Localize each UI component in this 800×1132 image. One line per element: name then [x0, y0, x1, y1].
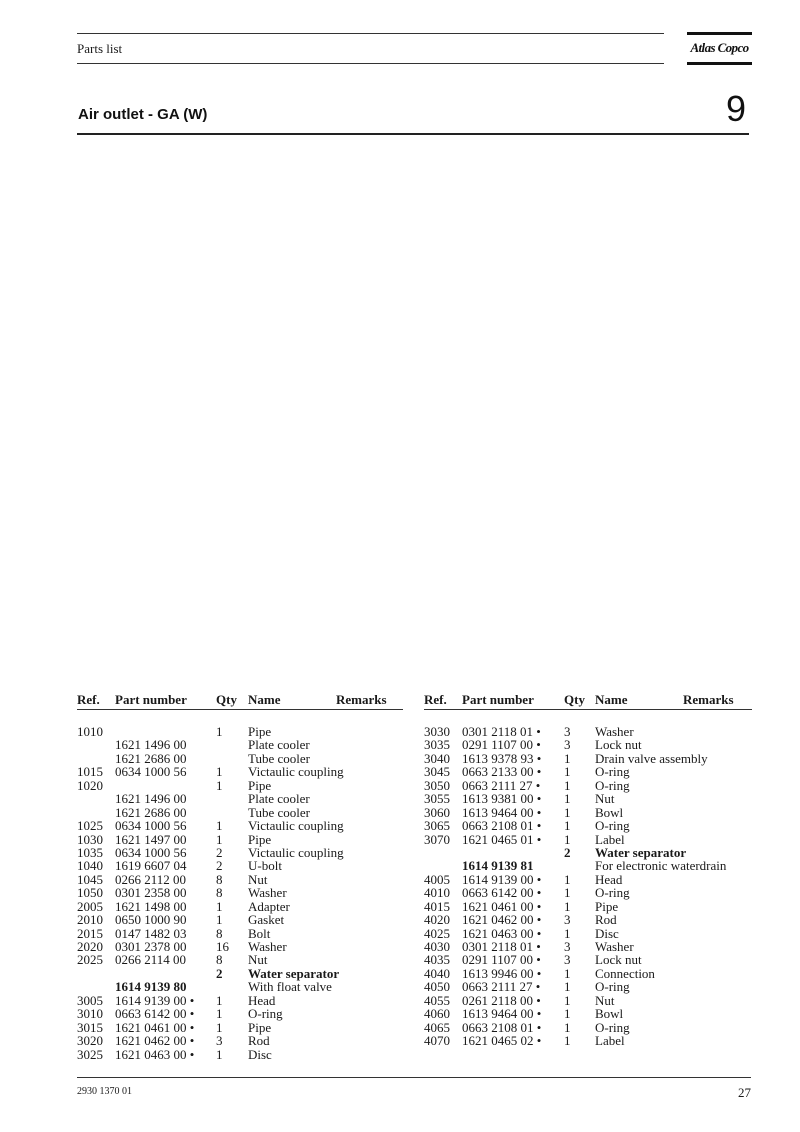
cell-name: Pipe	[248, 724, 272, 739]
cell-part-number: 1613 9381 00 •	[462, 791, 542, 807]
cell-part-number: 0663 2108 01 •	[462, 1019, 542, 1035]
table-row	[77, 846, 403, 859]
cell-name: Plate cooler	[248, 737, 310, 753]
cell-part-number: 0301 2118 01 •	[462, 724, 541, 739]
footer-rule	[77, 1077, 751, 1078]
cell-part-number: 0301 2358 00	[115, 885, 187, 901]
cell-ref: 3005	[77, 992, 103, 1008]
cell-part-number: 0266 2114 00	[115, 952, 187, 968]
cell-name: O-ring	[595, 979, 630, 995]
cell-name: Nut	[595, 992, 615, 1008]
table-row	[424, 833, 752, 846]
col-name-header: Name	[248, 692, 281, 707]
table-row	[424, 819, 752, 832]
cell-name: Tube cooler	[248, 750, 310, 766]
cell-part-number: 1621 1496 00	[115, 737, 187, 753]
cell-part-number: 1614 9139 00 •	[462, 871, 542, 887]
cell-part-number: 1621 2686 00	[115, 750, 187, 766]
cell-name: Nut	[248, 871, 268, 887]
cell-qty: 3	[564, 952, 571, 968]
table-row	[424, 967, 752, 980]
cell-name: Label	[595, 831, 625, 847]
cell-qty: 1	[216, 912, 223, 928]
title-rule	[77, 133, 749, 135]
cell-name: O-ring	[595, 885, 630, 901]
col-part-number-header: Part number	[462, 692, 534, 707]
cell-ref: 4025	[424, 925, 450, 941]
cell-part-number: 0301 2378 00	[115, 939, 187, 954]
cell-qty: 1	[564, 992, 571, 1008]
cell-name: Plate cooler	[248, 791, 310, 807]
parts-table-left	[77, 692, 403, 1061]
cell-ref: 3050	[424, 777, 450, 793]
cell-name: Victaulic coupling	[248, 764, 344, 780]
cell-qty: 2	[564, 844, 571, 860]
cell-qty: 1	[216, 992, 223, 1008]
table-row	[77, 765, 403, 778]
col-qty-header: Qty	[564, 692, 585, 707]
cell-name: Adapter	[248, 898, 290, 914]
cell-ref: 1025	[77, 818, 103, 834]
cell-part-number: 1621 0463 00 •	[462, 925, 542, 941]
cell-name: Pipe	[248, 777, 272, 793]
cell-name: Lock nut	[595, 737, 642, 753]
cell-ref: 1050	[77, 885, 103, 901]
cell-ref: 1045	[77, 871, 103, 887]
cell-qty: 1	[564, 1006, 571, 1022]
table-row	[77, 752, 403, 765]
cell-qty: 1	[564, 818, 571, 834]
cell-qty: 1	[564, 871, 571, 887]
cell-ref: 2010	[77, 912, 103, 928]
cell-name: Rod	[595, 912, 617, 928]
cell-name: Pipe	[248, 831, 272, 847]
table-row	[424, 1034, 752, 1047]
table-row	[424, 806, 752, 819]
table-row	[424, 1007, 752, 1020]
cell-name: Disc	[248, 1046, 272, 1062]
cell-name: Connection	[595, 965, 655, 981]
section-number: 9	[726, 88, 747, 129]
cell-part-number: 1621 2686 00	[115, 804, 187, 820]
cell-qty: 1	[564, 750, 571, 766]
cell-name: Label	[595, 1033, 625, 1049]
cell-part-number: 0261 2118 00 •	[462, 992, 541, 1008]
table-row	[424, 980, 752, 993]
cell-qty: 1	[564, 764, 571, 780]
cell-ref: 4060	[424, 1006, 450, 1022]
table-row	[424, 792, 752, 805]
cell-part-number: 1613 9464 00 •	[462, 1006, 542, 1022]
cell-qty: 8	[216, 871, 223, 887]
table-row	[424, 859, 752, 872]
table-row	[424, 765, 752, 778]
table-row	[77, 859, 403, 872]
cell-ref: 4050	[424, 979, 450, 995]
cell-name: Victaulic coupling	[248, 818, 344, 834]
cell-ref: 4010	[424, 885, 450, 901]
cell-part-number: 0663 6142 00 •	[462, 885, 542, 901]
cell-qty: 1	[216, 764, 223, 780]
table-row	[77, 806, 403, 819]
brand-logo	[687, 32, 752, 65]
cell-ref: 1015	[77, 764, 103, 780]
cell-qty: 8	[216, 925, 223, 941]
page-title: Air outlet - GA (W)	[78, 106, 208, 123]
cell-part-number: 1619 6607 04	[115, 858, 187, 874]
col-ref-header: Ref.	[77, 692, 100, 707]
cell-name: O-ring	[595, 1019, 630, 1035]
table-row	[77, 1034, 403, 1047]
table-row	[77, 819, 403, 832]
cell-ref: 1010	[77, 724, 103, 739]
cell-qty: 1	[216, 898, 223, 914]
cell-name: O-ring	[595, 777, 630, 793]
cell-part-number: 1621 0462 00 •	[115, 1033, 195, 1049]
cell-name: Victaulic coupling	[248, 844, 344, 860]
col-qty-header: Qty	[216, 692, 237, 707]
table-row	[77, 980, 403, 993]
table-row	[77, 953, 403, 966]
cell-ref: 2025	[77, 952, 103, 968]
cell-part-number: 0634 1000 56	[115, 844, 187, 860]
table-row	[424, 873, 752, 886]
col-ref-header: Ref.	[424, 692, 447, 707]
cell-ref: 3010	[77, 1006, 103, 1022]
cell-qty: 8	[216, 885, 223, 901]
table-row	[77, 1048, 403, 1061]
cell-name: O-ring	[595, 818, 630, 834]
cell-name: Nut	[595, 791, 615, 807]
cell-ref: 2015	[77, 925, 103, 941]
cell-ref: 1020	[77, 777, 103, 793]
table-row	[424, 886, 752, 899]
cell-qty: 3	[564, 724, 571, 739]
table-row	[77, 927, 403, 940]
cell-part-number: 0663 2133 00 •	[462, 764, 542, 780]
cell-qty: 1	[564, 1019, 571, 1035]
cell-ref: 4005	[424, 871, 450, 887]
cell-ref: 3025	[77, 1046, 103, 1062]
cell-part-number: 1621 1497 00	[115, 831, 187, 847]
table-row	[77, 900, 403, 913]
table-row	[424, 994, 752, 1007]
cell-ref: 2005	[77, 898, 103, 914]
header-top-rule	[77, 33, 664, 34]
cell-qty: 1	[216, 1006, 223, 1022]
table-row	[77, 886, 403, 899]
table-body	[77, 710, 403, 1061]
cell-name: Nut	[248, 952, 268, 968]
cell-part-number: 1621 0463 00 •	[115, 1046, 195, 1062]
cell-name: Bowl	[595, 804, 624, 820]
cell-ref: 1030	[77, 831, 103, 847]
table-row	[77, 940, 403, 953]
cell-ref: 3045	[424, 764, 450, 780]
cell-qty: 3	[564, 939, 571, 954]
cell-name: Washer	[248, 885, 287, 901]
cell-ref: 3055	[424, 791, 450, 807]
cell-ref: 4020	[424, 912, 450, 928]
cell-name: Water separator	[595, 844, 687, 860]
table-row	[424, 752, 752, 765]
table-row	[77, 994, 403, 1007]
logo-bottom-bar	[687, 62, 752, 65]
cell-qty: 1	[564, 1033, 571, 1049]
cell-qty: 8	[216, 952, 223, 968]
cell-qty: 1	[216, 818, 223, 834]
table-row	[424, 846, 752, 859]
cell-part-number: 1621 1498 00	[115, 898, 187, 914]
cell-qty: 1	[216, 724, 223, 739]
cell-ref: 2020	[77, 939, 103, 954]
table-row	[424, 927, 752, 940]
table-row	[77, 833, 403, 846]
table-row	[424, 940, 752, 953]
cell-part-number: 0663 2111 27 •	[462, 777, 541, 793]
page-number: 27	[738, 1085, 751, 1100]
cell-name: Head	[595, 871, 623, 887]
table-row	[424, 913, 752, 926]
header-label: Parts list	[77, 41, 123, 56]
cell-ref: 4035	[424, 952, 450, 968]
cell-name: Bolt	[248, 925, 271, 941]
cell-name: Washer	[248, 939, 287, 954]
cell-part-number: 1621 0461 00 •	[115, 1019, 195, 1035]
table-row	[77, 738, 403, 751]
cell-name: With float valve	[248, 979, 332, 995]
cell-qty: 3	[216, 1033, 223, 1049]
table-row	[77, 967, 403, 980]
cell-part-number: 0266 2112 00	[115, 871, 187, 887]
cell-ref: 1040	[77, 858, 103, 874]
table-header	[77, 692, 403, 710]
cell-ref: 3040	[424, 750, 450, 766]
cell-ref: 3070	[424, 831, 450, 847]
cell-part-number: 0147 1482 03	[115, 925, 187, 941]
table-row	[77, 1007, 403, 1020]
logo-top-bar	[687, 32, 752, 35]
cell-part-number: 1621 0465 02 •	[462, 1033, 542, 1049]
cell-name: For electronic waterdrain	[595, 858, 727, 874]
table-row	[424, 1021, 752, 1034]
cell-qty: 1	[564, 925, 571, 941]
cell-ref: 4065	[424, 1019, 450, 1035]
cell-ref: 4040	[424, 965, 450, 981]
cell-qty: 3	[564, 912, 571, 928]
col-name-header: Name	[595, 692, 628, 707]
cell-name: Pipe	[595, 898, 619, 914]
cell-part-number: 0301 2118 01 •	[462, 939, 541, 954]
cell-name: Washer	[595, 724, 634, 739]
cell-part-number: 1614 9139 81	[462, 858, 534, 874]
cell-part-number: 0634 1000 56	[115, 818, 187, 834]
cell-name: Tube cooler	[248, 804, 310, 820]
cell-qty: 1	[216, 777, 223, 793]
table-row	[424, 779, 752, 792]
cell-part-number: 1613 9464 00 •	[462, 804, 542, 820]
col-remarks-header: Remarks	[683, 692, 734, 707]
col-part-number-header: Part number	[115, 692, 187, 707]
table-row	[424, 738, 752, 751]
table-row	[77, 792, 403, 805]
cell-part-number: 1613 9378 93 •	[462, 750, 542, 766]
cell-name: Gasket	[248, 912, 285, 928]
cell-qty: 1	[216, 831, 223, 847]
cell-part-number: 0663 2108 01 •	[462, 818, 542, 834]
cell-part-number: 1621 1496 00	[115, 791, 187, 807]
parts-table-right	[424, 692, 752, 1048]
table-row	[424, 953, 752, 966]
table-header	[424, 692, 752, 710]
cell-qty: 3	[564, 737, 571, 753]
table-row	[77, 913, 403, 926]
cell-qty: 1	[564, 791, 571, 807]
cell-part-number: 1621 0465 01 •	[462, 831, 542, 847]
cell-name: O-ring	[248, 1006, 283, 1022]
cell-ref: 3060	[424, 804, 450, 820]
cell-name: Pipe	[248, 1019, 272, 1035]
cell-part-number: 0634 1000 56	[115, 764, 187, 780]
table-row	[77, 1021, 403, 1034]
cell-name: Lock nut	[595, 952, 642, 968]
cell-ref: 3020	[77, 1033, 103, 1049]
cell-ref: 3035	[424, 737, 450, 753]
cell-name: U-bolt	[248, 858, 282, 874]
cell-ref: 3015	[77, 1019, 103, 1035]
table-body	[424, 710, 752, 1048]
cell-name: Head	[248, 992, 276, 1008]
cell-ref: 3065	[424, 818, 450, 834]
cell-part-number: 0663 6142 00 •	[115, 1006, 195, 1022]
cell-part-number: 0291 1107 00 •	[462, 737, 541, 753]
table-row	[77, 873, 403, 886]
cell-name: Rod	[248, 1033, 270, 1049]
cell-qty: 1	[564, 898, 571, 914]
cell-part-number: 0291 1107 00 •	[462, 952, 541, 968]
cell-ref: 4030	[424, 939, 450, 954]
cell-qty: 1	[216, 1019, 223, 1035]
cell-qty: 1	[564, 885, 571, 901]
table-row	[77, 779, 403, 792]
cell-qty: 16	[216, 939, 229, 954]
logo-text: Atlas Copco	[690, 40, 749, 55]
cell-part-number: 0650 1000 90	[115, 912, 187, 928]
cell-qty: 1	[564, 979, 571, 995]
cell-qty: 1	[216, 1046, 223, 1062]
cell-qty: 2	[216, 965, 223, 981]
cell-name: Water separator	[248, 965, 340, 981]
cell-name: Washer	[595, 939, 634, 954]
cell-part-number: 1621 0462 00 •	[462, 912, 542, 928]
cell-qty: 2	[216, 844, 223, 860]
cell-part-number: 1613 9946 00 •	[462, 965, 542, 981]
cell-part-number: 0663 2111 27 •	[462, 979, 541, 995]
cell-qty: 1	[564, 831, 571, 847]
cell-ref: 4070	[424, 1033, 450, 1049]
col-remarks-header: Remarks	[336, 692, 387, 707]
header-bottom-rule	[77, 63, 664, 64]
cell-name: O-ring	[595, 764, 630, 780]
cell-qty: 1	[564, 777, 571, 793]
cell-part-number: 1614 9139 80	[115, 979, 187, 995]
document-number: 2930 1370 01	[77, 1086, 132, 1097]
cell-name: Bowl	[595, 1006, 624, 1022]
cell-name: Disc	[595, 925, 619, 941]
cell-ref: 4055	[424, 992, 450, 1008]
cell-qty: 1	[564, 804, 571, 820]
table-row	[424, 725, 752, 738]
table-row	[424, 900, 752, 913]
cell-part-number: 1614 9139 00 •	[115, 992, 195, 1008]
cell-ref: 3030	[424, 724, 450, 739]
cell-part-number: 1621 0461 00 •	[462, 898, 542, 914]
table-row	[77, 725, 403, 738]
cell-qty: 2	[216, 858, 223, 874]
cell-name: Drain valve assembly	[595, 750, 708, 766]
cell-ref: 4015	[424, 898, 450, 914]
cell-ref: 1035	[77, 844, 103, 860]
cell-qty: 1	[564, 965, 571, 981]
